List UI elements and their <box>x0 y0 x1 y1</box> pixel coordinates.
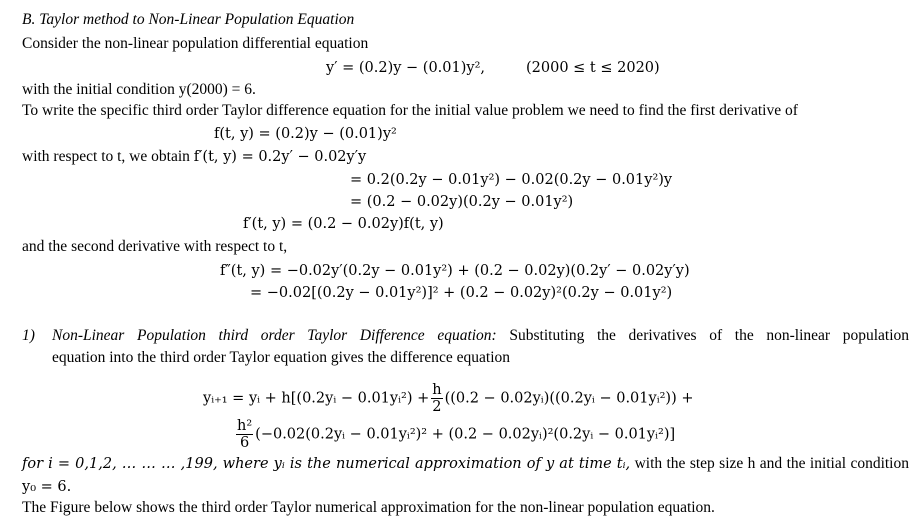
second-derivative-intro: and the second derivative with respect to t, <box>22 238 288 255</box>
for-i-text: for i = 0,1,2, … … … ,199, where yᵢ is the numerical approximation of y at time tᵢ, <box>22 456 631 472</box>
figure-caption-text: The Figure below shows the third order Taylor numerical approximation for the non-linear population equation. <box>22 499 715 516</box>
y0-initial: y₀ = 6. <box>22 479 72 495</box>
section-heading: B. Taylor method to Non-Linear Population Equation <box>22 11 355 28</box>
item-line-1 <box>52 326 909 346</box>
f-definition: f(t, y) = (0.2)y − (0.01)y² <box>214 126 397 142</box>
diff-eq-part-2: ((0.2 − 0.02yᵢ)((0.2yᵢ − 0.01yᵢ²)) + <box>444 390 694 407</box>
for-i-line <box>22 454 909 474</box>
item-line-2: equation into the third order Taylor equation gives the difference equation <box>52 349 511 366</box>
item-title: Non-Linear Population third order Taylor Difference equation: <box>52 327 497 344</box>
initial-condition: with the initial condition y(2000) = 6. <box>22 81 256 98</box>
fprime-step-1: = 0.2(0.2y − 0.01y²) − 0.02(0.2y − 0.01y²)y <box>350 172 673 188</box>
fdouble-line-2: = −0.02[(0.2y − 0.01y²)]² + (0.2 − 0.02y)²(0.2y − 0.01y²) <box>250 285 673 301</box>
fprime-final: f′(t, y) = (0.2 − 0.02y)f(t, y) <box>243 216 444 232</box>
fprime-step-2: = (0.2 − 0.02y)(0.2y − 0.01y²) <box>350 194 574 210</box>
difference-equation-line-1 <box>203 382 694 415</box>
diff-eq-part-3: (−0.02(0.2yᵢ − 0.01yᵢ²)² + (0.2 − 0.02yᵢ)²(0.2yᵢ − 0.01yᵢ²)] <box>255 426 676 443</box>
wrt-text: with respect to t, we obtain <box>22 148 194 165</box>
difference-equation-line-2 <box>234 418 675 451</box>
wrt-line <box>22 147 366 167</box>
fraction-h2-over-6: $\frac{\text{h²}}{6}$ <box>237 418 253 451</box>
fdouble-line-1: f″(t, y) = −0.02y′(0.2y − 0.01y²) + (0.2 − 0.02y)(0.2y′ − 0.02y′y) <box>220 263 690 279</box>
for-i-rest: with the step size h and the initial condition <box>634 455 909 472</box>
taylor-intro: To write the specific third order Taylor difference equation for the initial value problem we need to find the first derivative of <box>22 102 798 119</box>
ode-range: (2000 ≤ t ≤ 2020) <box>526 60 660 76</box>
item-text-1: Substituting the derivatives of the non-linear population <box>509 327 910 344</box>
ode-equation: y′ = (0.2)y − (0.01)y², <box>326 60 485 76</box>
item-number: 1) <box>22 327 35 344</box>
intro-text: Consider the non-linear population differential equation <box>22 35 369 52</box>
fprime-start: f′(t, y) = 0.2y′ − 0.02y′y <box>193 149 367 165</box>
fraction-h-over-2: $\frac{h}{2}$ <box>432 382 442 415</box>
diff-eq-part-1: yᵢ₊₁ = yᵢ + h[(0.2yᵢ − 0.01yᵢ²) + <box>203 390 430 407</box>
